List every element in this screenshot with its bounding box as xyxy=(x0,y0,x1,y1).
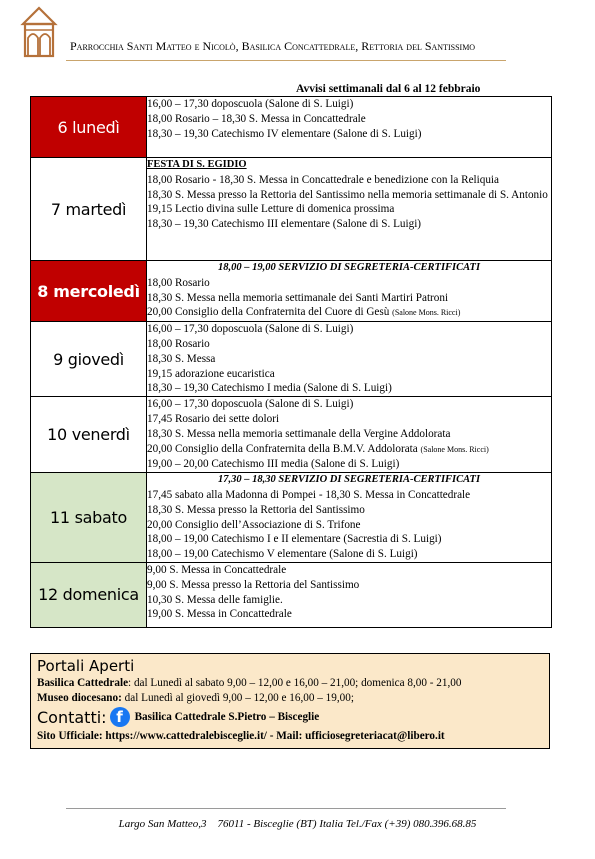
event-line: 16,00 – 17,30 doposcuola (Salone di S. Luigi) xyxy=(147,398,354,411)
secretariat-notice: 17,30 – 18,30 SERVIZIO DI SEGRETERIA-CERTIFICATI xyxy=(217,474,481,486)
contatti-label: Contatti: xyxy=(37,707,107,727)
event-location-note: (Salone Mons. Ricci) xyxy=(420,444,489,454)
feast-heading: FESTA DI S. EGIDIO xyxy=(147,159,247,170)
event-line: 9,00 S. Messa in Concattedrale xyxy=(147,563,287,576)
museo-hours-text: dal Lunedì al giovedì 9,00 – 12,00 e 16,00 – 19,00; xyxy=(121,691,354,704)
event-text: 20,00 Consiglio della Confraternita della B.M.V. Addolorata xyxy=(147,442,421,455)
event-line: 18,00 Rosario xyxy=(147,276,210,289)
event-line: 18,00 Rosario – 18,30 S. Messa in Concattedrale xyxy=(147,112,366,125)
day-label: 12 domenica xyxy=(31,562,147,627)
day-events xyxy=(147,97,552,158)
event-line: 18,30 – 19,30 Catechismo III elementare (Salone di S. Luigi) xyxy=(147,218,422,231)
day-label: 7 martedì xyxy=(31,158,147,261)
info-box xyxy=(30,653,550,749)
day-label: 8 mercoledì xyxy=(31,261,147,322)
day-events xyxy=(147,158,552,261)
event-line: 17,45 sabato alla Madonna di Pompei - 18,30 S. Messa in Concattedrale xyxy=(147,488,471,501)
event-location-note: (Salone Mons. Ricci) xyxy=(392,308,461,318)
event-line: 18,30 S. Messa xyxy=(147,352,216,365)
museo-label: Museo diocesano: xyxy=(37,691,122,704)
event-line: 16,00 – 17,30 doposcuola (Salone di S. Luigi) xyxy=(147,98,354,110)
week-title: Avvisi settimanali dal 6 al 12 febbraio xyxy=(296,83,481,95)
day-label: 11 sabato xyxy=(31,473,147,563)
basilica-hours-text: : dal Lunedì al sabato 9,00 – 12,00 e 16,00 – 21,00; domenica 8,00 - 21,00 xyxy=(128,677,462,689)
event-line: 18,30 – 19,30 Catechismo I media (Salone di S. Luigi) xyxy=(147,382,392,395)
event-line: 19,15 adorazione eucaristica xyxy=(147,367,275,380)
event-line: 18,30 – 19,30 Catechismo IV elementare (Salone di S. Luigi) xyxy=(147,127,422,140)
header-divider xyxy=(66,60,506,61)
day-row-wednesday xyxy=(31,261,552,322)
day-events xyxy=(147,322,552,397)
event-line: 10,30 S. Messa delle famiglie. xyxy=(147,593,283,606)
event-line: 18,30 S. Messa presso la Rettoria del Santissimo nella memoria settimanale di S. Antonio xyxy=(147,188,548,201)
day-row-saturday xyxy=(31,473,552,563)
day-row-thursday xyxy=(31,322,552,397)
event-line: 19,00 – 20,00 Catechismo III media (Salone di S. Luigi) xyxy=(147,458,400,471)
day-events xyxy=(147,473,552,563)
day-events xyxy=(147,397,552,473)
day-events xyxy=(147,562,552,627)
day-events xyxy=(147,261,552,322)
event-line xyxy=(147,442,551,458)
event-line: 18,00 Rosario xyxy=(147,337,210,350)
event-line: 17,45 Rosario dei sette dolori xyxy=(147,412,280,425)
event-line: 20,00 Consiglio dell’Associazione di S. Trifone xyxy=(147,518,361,531)
event-line: 18,30 S. Messa nella memoria settimanale dei Santi Martiri Patroni xyxy=(147,291,449,304)
parish-title: Parrocchia Santi Matteo e Nicolò, Basilica Concattedrale, Rettoria del Santissimo xyxy=(70,39,476,53)
footer-address: Largo San Matteo,3 76011 - Bisceglie (BT) Italia Tel./Fax (+39) 080.396.68.85 xyxy=(118,818,477,830)
day-row-friday xyxy=(31,397,552,473)
weekly-schedule-table xyxy=(30,96,552,628)
museo-hours xyxy=(37,691,543,706)
event-line: 18,00 – 19,00 Catechismo I e II elementare (Sacrestia di S. Luigi) xyxy=(147,533,442,546)
event-line: 18,30 S. Messa presso la Rettoria del Santissimo xyxy=(147,503,365,516)
event-line: 19,15 Lectio divina sulle Letture di domenica prossima xyxy=(147,203,395,216)
basilica-hours xyxy=(37,676,543,691)
event-line: 16,00 – 17,30 doposcuola (Salone di S. Luigi) xyxy=(147,323,354,336)
event-text: 20,00 Consiglio della Confraternita del Cuore di Gesù xyxy=(147,306,393,319)
event-line xyxy=(147,305,551,321)
event-line: 9,00 S. Messa presso la Rettoria del Santissimo xyxy=(147,578,360,591)
day-label: 6 lunedì xyxy=(31,97,147,158)
official-site-line[interactable]: Sito Ufficiale: https://www.cattedralebisceglie.it/ - Mail: ufficiosegreteriacat@libero.it xyxy=(37,730,445,743)
day-row-monday xyxy=(31,97,552,158)
day-row-tuesday xyxy=(31,158,552,261)
facebook-icon[interactable]: f xyxy=(110,707,130,727)
facebook-page-link[interactable]: Basilica Cattedrale S.Pietro – Bisceglie xyxy=(134,711,320,724)
footer-divider xyxy=(66,808,506,809)
event-line: 18,00 Rosario - 18,30 S. Messa in Concattedrale e benedizione con la Reliquia xyxy=(147,173,500,186)
day-label: 10 venerdì xyxy=(31,397,147,473)
day-label: 9 giovedì xyxy=(31,322,147,397)
basilica-label: Basilica Cattedrale xyxy=(37,677,129,689)
event-line: 18,00 – 19,00 Catechismo V elementare (Salone di S. Luigi) xyxy=(147,548,418,561)
contatti-row xyxy=(37,705,543,729)
portali-aperti-title: Portali Aperti xyxy=(37,657,135,675)
event-line: 19,00 S. Messa in Concattedrale xyxy=(147,608,292,621)
church-arches-icon xyxy=(20,6,58,60)
day-row-sunday xyxy=(31,562,552,627)
secretariat-notice: 18,00 – 19,00 SERVIZIO DI SEGRETERIA-CERTIFICATI xyxy=(217,262,481,273)
event-line: 18,30 S. Messa nella memoria settimanale della Vergine Addolorata xyxy=(147,427,451,440)
